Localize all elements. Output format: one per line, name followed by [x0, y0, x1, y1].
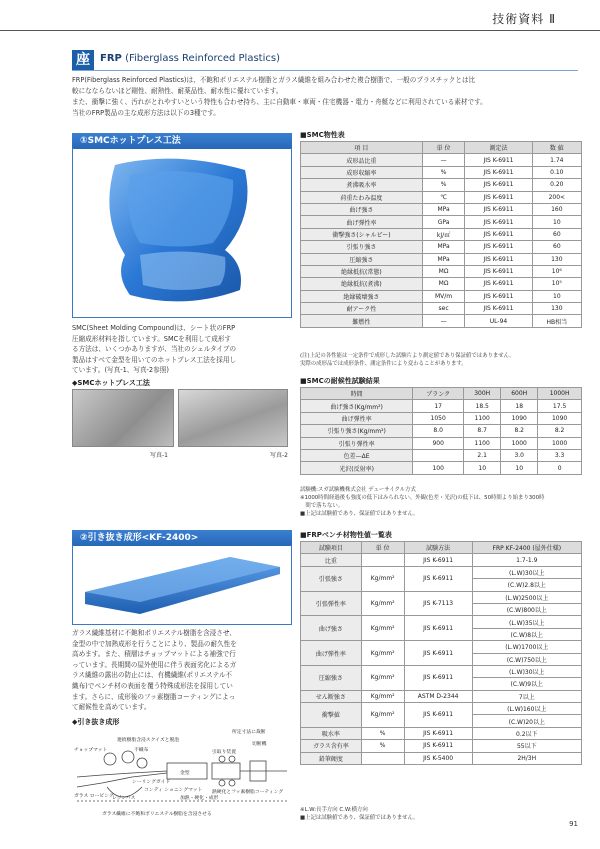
- table-cell: 100: [413, 462, 464, 474]
- table-cell: %: [361, 740, 404, 752]
- table-cell: 絶縁抵抗(煮沸): [301, 278, 423, 290]
- body-line: 圧縮成形材料を指しています。SMCを利用して成形す: [72, 334, 232, 343]
- diagram-label: コンディ ショニングマット: [144, 788, 203, 793]
- table-cell: (L.W)35以上: [472, 616, 581, 628]
- page-number: 91: [569, 820, 578, 828]
- table-row: [301, 400, 582, 412]
- table-cell: %: [422, 166, 465, 178]
- table-header-row: [301, 542, 582, 554]
- table-cell: kJ/㎡: [422, 228, 465, 240]
- table-cell: 光沢(反射率): [301, 462, 413, 474]
- table-cell: 1.7-1.9: [472, 554, 581, 566]
- table-cell: %: [361, 727, 404, 739]
- table-cell: 比重: [301, 554, 362, 566]
- table-row: [301, 641, 582, 653]
- smc-properties-table: [300, 141, 582, 328]
- body-line: 製品はすべて金型を用いてのホットプレス工法を採用し: [72, 355, 237, 364]
- table-cell: 10: [532, 216, 581, 228]
- table-row: [301, 303, 582, 315]
- table-cell: JIS K-6911: [465, 228, 532, 240]
- table-cell: 17.5: [538, 400, 582, 412]
- table-cell: JIS K-6911: [404, 554, 472, 566]
- table-cell: 60: [532, 228, 581, 240]
- table-header-cell: 試験方法: [404, 542, 472, 554]
- photo-2-caption: 写真-2: [270, 452, 288, 459]
- table-cell: JIS K-6911: [404, 740, 472, 752]
- table-row: [301, 216, 582, 228]
- table-cell: 1000: [501, 437, 538, 449]
- table-cell: 1050: [413, 412, 464, 424]
- table-cell: 難燃性: [301, 315, 423, 327]
- table-cell: 絶縁破壊強さ: [301, 290, 423, 302]
- table-cell: 10: [464, 462, 501, 474]
- table-corner-cell: 時間: [301, 388, 413, 400]
- table-cell: JIS K-6911: [465, 303, 532, 315]
- diagram-label: 不織布: [134, 748, 149, 753]
- table-cell: [361, 752, 404, 764]
- table-cell: 曲げ強さ: [301, 616, 362, 641]
- table-cell: JIS K-6911: [465, 216, 532, 228]
- table-cell: JIS K-7113: [404, 591, 472, 616]
- table-row: [301, 241, 582, 253]
- table-cell: (C.W)800以上: [472, 603, 581, 615]
- seat-image: [95, 155, 270, 310]
- table-cell: Kg/mm²: [361, 566, 404, 591]
- section-badge: 座: [72, 50, 94, 70]
- body-line: SMC(Sheet Molding Compound)は、シート状のFRP: [72, 324, 236, 332]
- table-cell: 0: [538, 462, 582, 474]
- diagram-label: 加熱・硬化・成形: [180, 796, 219, 801]
- table-cell: MPa: [422, 241, 465, 253]
- table-cell: MΩ: [422, 265, 465, 277]
- table-cell: (L.W)1700以上: [472, 641, 581, 653]
- table-row: [301, 616, 582, 628]
- table-cell: (L.W)30以上: [472, 665, 581, 677]
- table-cell: 10: [501, 462, 538, 474]
- table-cell: JIS K-6911: [404, 703, 472, 728]
- table-cell: JIS K-6911: [404, 566, 472, 591]
- table-cell: 130: [532, 253, 581, 265]
- section-rule: [72, 70, 578, 71]
- table-cell: JIS K-6911: [465, 290, 532, 302]
- table-cell: UL-94: [465, 315, 532, 327]
- pultrusion-bar: ②引き抜き成形<KF-2400>: [72, 530, 292, 546]
- body-line: ます。さらに、成形後のフッ素樹脂コーティングによっ: [72, 692, 236, 701]
- table-cell: 曲げ弾性率: [301, 412, 413, 424]
- table-row: [301, 425, 582, 437]
- note-line: 試験機:スガ試験機株式会社 デューサイクル方式: [300, 487, 416, 493]
- table-cell: せん断強さ: [301, 690, 362, 702]
- body-line: ています。(写真-1、写真-2参照): [72, 366, 169, 375]
- table-cell: 成形収縮率: [301, 166, 423, 178]
- table-cell: 引張り強さ(Kg/mm²): [301, 425, 413, 437]
- table-cell: Kg/mm²: [361, 665, 404, 690]
- table-cell: JIS K-6911: [465, 265, 532, 277]
- table-cell: 鉛筆硬度: [301, 752, 362, 764]
- table-header-cell: 測定法: [465, 142, 532, 154]
- table-cell: MΩ: [422, 278, 465, 290]
- table-cell: %: [422, 179, 465, 191]
- table-cell: 160: [532, 203, 581, 215]
- table-row: [301, 179, 582, 191]
- intro-line: 較になならないほど剛性、耐熱性、耐薬品性、耐水性に優れています。: [72, 87, 283, 95]
- table-cell: Kg/mm²: [361, 690, 404, 702]
- table-cell: 曲げ強さ(Kg/mm²): [301, 400, 413, 412]
- diagram-label: 熱硬化とフッ素樹脂コーティング: [212, 790, 284, 795]
- table-cell: 0.20: [532, 179, 581, 191]
- table-cell: JIS K-6911: [465, 166, 532, 178]
- table-cell: 8.2: [538, 425, 582, 437]
- table-row: [301, 703, 582, 715]
- body-line: ガラス繊維基材に不飽和ポリエステル樹脂を含浸させ、: [72, 629, 236, 637]
- weather-test-table: [300, 387, 582, 475]
- photo-2: [178, 389, 288, 447]
- table-cell: 吸水率: [301, 727, 362, 739]
- diagram-label: シーリングガイド: [132, 780, 171, 785]
- table-cell: [361, 554, 404, 566]
- pultrusion-diagram: [72, 727, 292, 822]
- table-row: [301, 752, 582, 764]
- table-cell: 圧縮強さ: [301, 665, 362, 690]
- table-cell: 曲げ強さ: [301, 203, 423, 215]
- section-title-sub: (Fiberglass Reinforced Plastics): [125, 53, 280, 64]
- table-cell: 絶縁抵抗(常態): [301, 265, 423, 277]
- table-cell: JIS K-6911: [465, 179, 532, 191]
- table-cell: 10⁶: [532, 265, 581, 277]
- table-row: [301, 290, 582, 302]
- table-header-cell: 試験項目: [301, 542, 362, 554]
- table-cell: (L.W)30以上: [472, 566, 581, 578]
- photo-1: [72, 389, 174, 447]
- table-row: [301, 412, 582, 424]
- table-cell: 900: [413, 437, 464, 449]
- pultrusion-body: [72, 628, 292, 713]
- smc-hot-subhead: ◆SMCホットプレス工法: [72, 379, 150, 387]
- table-cell: JIS K-6911: [404, 727, 472, 739]
- table-header-cell: 300H: [464, 388, 501, 400]
- diagram-label: 引取り装置: [212, 750, 236, 755]
- bench-table-notes: [300, 806, 582, 822]
- pultrusion-subhead: ◆引き抜き成形: [72, 718, 120, 726]
- table-cell: 55以下: [472, 740, 581, 752]
- table-cell: Kg/mm²: [361, 616, 404, 641]
- table-cell: 7以上: [472, 690, 581, 702]
- table-cell: Kg/mm²: [361, 641, 404, 666]
- table-cell: 衝撃強さ(シャルピー): [301, 228, 423, 240]
- weather-table-title: ■SMCの耐候性試験結果: [300, 377, 380, 385]
- table-cell: ASTM D-2344: [404, 690, 472, 702]
- table-header-row: [301, 142, 582, 154]
- table-cell: 10⁵: [532, 278, 581, 290]
- table-cell: JIS K-6911: [404, 616, 472, 641]
- table-cell: 煮沸吸水率: [301, 179, 423, 191]
- table-cell: 1.74: [532, 154, 581, 166]
- intro-line: 当社のFRP製品の主な成形方法は以下の3種です。: [72, 109, 220, 117]
- table-cell: JIS K-6911: [465, 241, 532, 253]
- page-header-title: 技術資料 Ⅱ: [492, 12, 556, 26]
- table-cell: 18.5: [464, 400, 501, 412]
- table-cell: 17: [413, 400, 464, 412]
- table-cell: (C.W)8以上: [472, 628, 581, 640]
- table-row: [301, 315, 582, 327]
- diagram-label: チョップマット: [74, 748, 108, 753]
- table-header-row: [301, 388, 582, 400]
- note-line: ■上記は試験値であり、保証値ではありません。: [300, 511, 419, 517]
- table-row: [301, 191, 582, 203]
- table-cell: 引張弾性率: [301, 591, 362, 616]
- table-header-cell: FRP KF-2400 (屋外仕様): [472, 542, 581, 554]
- table-cell: MPa: [422, 253, 465, 265]
- table-cell: ℃: [422, 191, 465, 203]
- table-cell: Kg/mm²: [361, 703, 404, 728]
- table-cell: ガラス含有率: [301, 740, 362, 752]
- table-cell: 10: [532, 290, 581, 302]
- table-cell: JIS K-6911: [465, 203, 532, 215]
- table-cell: JIS K-6911: [465, 253, 532, 265]
- table-cell: 1000: [538, 437, 582, 449]
- table-cell: 色差—ΔE: [301, 449, 413, 461]
- smc-hot-bar: ①SMCホットプレス工法: [72, 133, 292, 149]
- header-rule: [0, 30, 600, 31]
- table-row: [301, 690, 582, 702]
- table-row: [301, 437, 582, 449]
- table-cell: —: [422, 315, 465, 327]
- table-row: [301, 203, 582, 215]
- table-cell: 130: [532, 303, 581, 315]
- table-cell: 1100: [464, 412, 501, 424]
- table-header-cell: 項 目: [301, 142, 423, 154]
- table-row: [301, 166, 582, 178]
- table-cell: 引張り弾性率: [301, 437, 413, 449]
- table-cell: JIS K-6911: [465, 154, 532, 166]
- table-row: [301, 265, 582, 277]
- diagram-label: ガラス ロービング: [74, 794, 114, 799]
- weather-table-notes: [300, 486, 582, 518]
- body-line: る方法は、いくつかありますが、当社のシェルタイプの: [72, 345, 237, 354]
- table-cell: 引張り強さ: [301, 241, 423, 253]
- table-cell: JIS K-6911: [465, 278, 532, 290]
- body-line: ラス繊維の露出の防止には、有機繊維(ポリエステル不: [72, 671, 233, 680]
- table-cell: 8.7: [464, 425, 501, 437]
- note-line: 実際の成形品では成形条件、測定条件により変わることがあります。: [300, 361, 467, 367]
- diagram-caption: ガラス繊維に不飽和ポリエステル樹脂を含浸させる: [102, 812, 212, 817]
- table-cell: 60: [532, 241, 581, 253]
- table-row: [301, 253, 582, 265]
- table-row: [301, 154, 582, 166]
- bench-table-title: ■FRPベンチ材物性値一覧表: [300, 531, 392, 539]
- table-cell: (L.W)2500以上: [472, 591, 581, 603]
- table-row: [301, 740, 582, 752]
- section-title: [100, 53, 280, 64]
- table-cell: 18: [501, 400, 538, 412]
- table-header-cell: 1000H: [538, 388, 582, 400]
- smc-table-title: ■SMC物性表: [300, 131, 345, 139]
- body-line: 金型の中で加熱成形を行うことにより、製品の耐久性を: [72, 639, 237, 648]
- intro-text: [72, 75, 582, 119]
- intro-line: また、衝撃に強く、汚れがとれやすいという特性も合わせ持ち、主に自動車・車両・住宅機器・電力・舟艇などに利用されている素材です。: [72, 98, 487, 106]
- table-row: [301, 591, 582, 603]
- table-cell: (C.W)20以上: [472, 715, 581, 727]
- table-cell: 8.0: [413, 425, 464, 437]
- table-cell: 引張強さ: [301, 566, 362, 591]
- table-row: [301, 449, 582, 461]
- table-cell: GPa: [422, 216, 465, 228]
- diagram-label: 所定寸法に裁断: [232, 730, 266, 735]
- table-cell: 1090: [501, 412, 538, 424]
- table-cell: 0.10: [532, 166, 581, 178]
- table-header-cell: ブランク: [413, 388, 464, 400]
- table-cell: 成形品比重: [301, 154, 423, 166]
- table-cell: [413, 449, 464, 461]
- intro-line: FRP(Fiberglass Reinforced Plastics)は、不飽和ポリエステル樹脂とガラス繊維を組み合わせた複合樹脂で、一般のプラスチックとは比: [72, 76, 476, 84]
- table-header-cell: 600H: [501, 388, 538, 400]
- table-cell: (C.W)9以上: [472, 678, 581, 690]
- bench-profile-image: [80, 552, 288, 620]
- note-line: 間で落ちない。: [300, 503, 344, 509]
- table-cell: 1090: [538, 412, 582, 424]
- table-cell: —: [422, 154, 465, 166]
- table-row: [301, 278, 582, 290]
- table-cell: 曲げ弾性率: [301, 216, 423, 228]
- smc-table-notes: [300, 352, 582, 368]
- table-header-cell: 単 位: [422, 142, 465, 154]
- note-line: ※1000時間経過後も強度の低下はみられない。外観(色差・光沢)の低下は、50時間より始まり300時: [300, 495, 545, 501]
- table-cell: MV/m: [422, 290, 465, 302]
- table-cell: MPa: [422, 203, 465, 215]
- table-row: [301, 727, 582, 739]
- table-cell: JIS K-5400: [404, 752, 472, 764]
- table-cell: JIS K-6911: [465, 191, 532, 203]
- table-cell: 2.1: [464, 449, 501, 461]
- table-header-cell: 単 位: [361, 542, 404, 554]
- table-cell: 3.0: [501, 449, 538, 461]
- table-row: [301, 665, 582, 677]
- table-cell: 0.2以下: [472, 727, 581, 739]
- table-cell: 曲げ弾性率: [301, 641, 362, 666]
- table-cell: (C.W)2.8以上: [472, 579, 581, 591]
- table-cell: 200<: [532, 191, 581, 203]
- body-line: 織布)でベンチ材の表面を覆う特殊成形法を採用してい: [72, 681, 233, 690]
- table-header-cell: 数 値: [532, 142, 581, 154]
- table-cell: sec: [422, 303, 465, 315]
- smc-hot-body: [72, 323, 292, 376]
- table-cell: 荷重たわみ温度: [301, 191, 423, 203]
- photo-1-caption: 写真-1: [150, 452, 168, 459]
- table-cell: JIS K-6911: [404, 665, 472, 690]
- table-cell: 2H/3H: [472, 752, 581, 764]
- body-line: て耐候性を高めています。: [72, 703, 151, 712]
- table-cell: 耐アーク性: [301, 303, 423, 315]
- table-cell: 衝撃値: [301, 703, 362, 728]
- table-cell: 1100: [464, 437, 501, 449]
- table-cell: (C.W)750以上: [472, 653, 581, 665]
- note-line: ■上記は試験値であり、保証値ではありません。: [300, 815, 419, 821]
- table-cell: 8.2: [501, 425, 538, 437]
- table-row: [301, 566, 582, 578]
- table-row: [301, 462, 582, 474]
- table-cell: JIS K-6911: [404, 641, 472, 666]
- table-cell: (L.W)160以上: [472, 703, 581, 715]
- note-line: ※L.W:長手方向 C.W:横方向: [300, 807, 368, 813]
- note-line: (注)上記の各性能は一定条件で成形した試験片より測定値であり保証値ではありません。: [300, 353, 515, 359]
- bench-properties-table: [300, 541, 582, 765]
- section-title-en: FRP: [100, 53, 122, 64]
- diagram-label: 切断機: [252, 742, 267, 747]
- diagram-label: 連続樹脂含浸スクイズと脱泡: [117, 738, 180, 743]
- table-cell: HB相当: [532, 315, 581, 327]
- body-line: っています。長期間の屋外使用に伴う表面劣化によるガ: [72, 660, 237, 669]
- table-cell: Kg/mm²: [361, 591, 404, 616]
- table-row: [301, 228, 582, 240]
- table-cell: 圧縮強さ: [301, 253, 423, 265]
- diagram-label: レジンバス: [112, 796, 136, 801]
- table-cell: 3.3: [538, 449, 582, 461]
- body-line: 高めます。また、積層はチョップマットによる補強で行: [72, 650, 236, 659]
- table-row: [301, 554, 582, 566]
- diagram-label: 金型: [180, 771, 190, 776]
